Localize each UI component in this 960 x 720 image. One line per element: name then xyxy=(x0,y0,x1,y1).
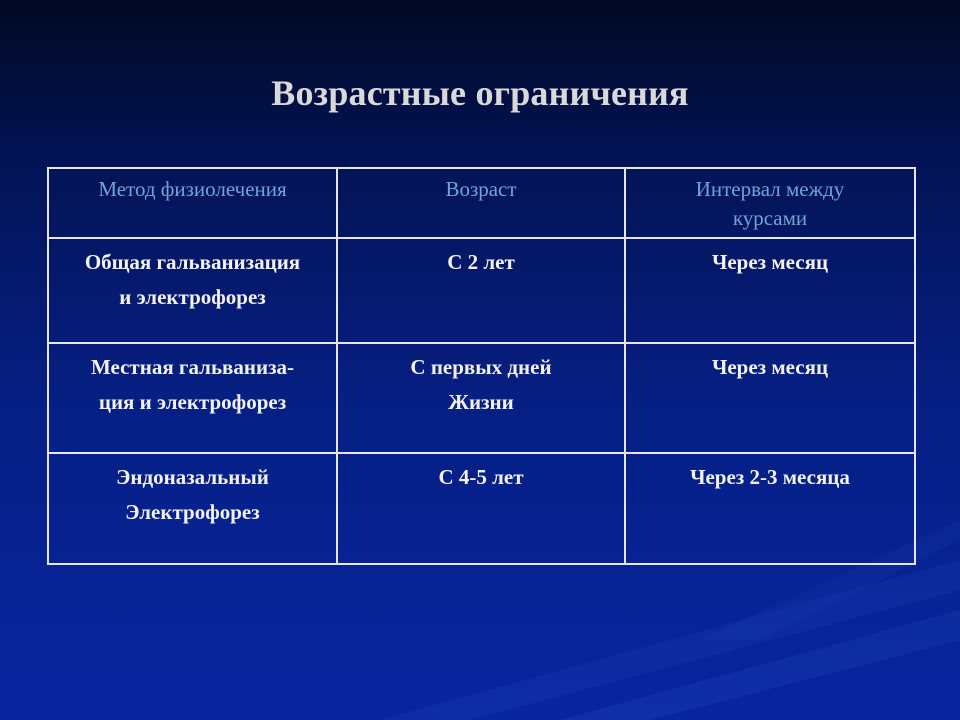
age-text: Жизни xyxy=(448,390,514,414)
header-interval xyxy=(625,168,915,238)
age-text: С 2 лет xyxy=(447,250,515,274)
method-text: Электрофорез xyxy=(125,500,260,524)
cell-method xyxy=(48,238,337,343)
cell-age xyxy=(337,343,625,453)
age-restrictions-table xyxy=(47,167,916,565)
cell-interval xyxy=(625,343,915,453)
cell-age xyxy=(337,238,625,343)
interval-text: Через 2-3 месяца xyxy=(690,465,850,489)
method-text: ция и электрофорез xyxy=(98,390,287,414)
cell-interval xyxy=(625,453,915,564)
table-header-row xyxy=(48,168,915,238)
age-text: С 4-5 лет xyxy=(438,465,524,489)
header-age: Возраст xyxy=(337,168,625,238)
cell-method xyxy=(48,453,337,564)
table-row xyxy=(48,343,915,453)
header-interval-label: Интервал между курсами xyxy=(695,177,845,230)
method-text: Общая гальванизация xyxy=(84,250,301,274)
method-text: Эндоназальный xyxy=(116,465,269,489)
method-text: Местная гальваниза- xyxy=(90,355,295,379)
cell-method xyxy=(48,343,337,453)
interval-text: Через месяц xyxy=(711,250,829,274)
table-row xyxy=(48,238,915,343)
table-row xyxy=(48,453,915,564)
interval-text: Через месяц xyxy=(711,355,829,379)
cell-age xyxy=(337,453,625,564)
cell-interval xyxy=(625,238,915,343)
method-text: и электрофорез xyxy=(119,285,266,309)
age-text: С первых дней xyxy=(410,355,552,379)
page-title: Возрастные ограничения xyxy=(271,73,689,113)
header-method: Метод физиолечения xyxy=(48,168,337,238)
